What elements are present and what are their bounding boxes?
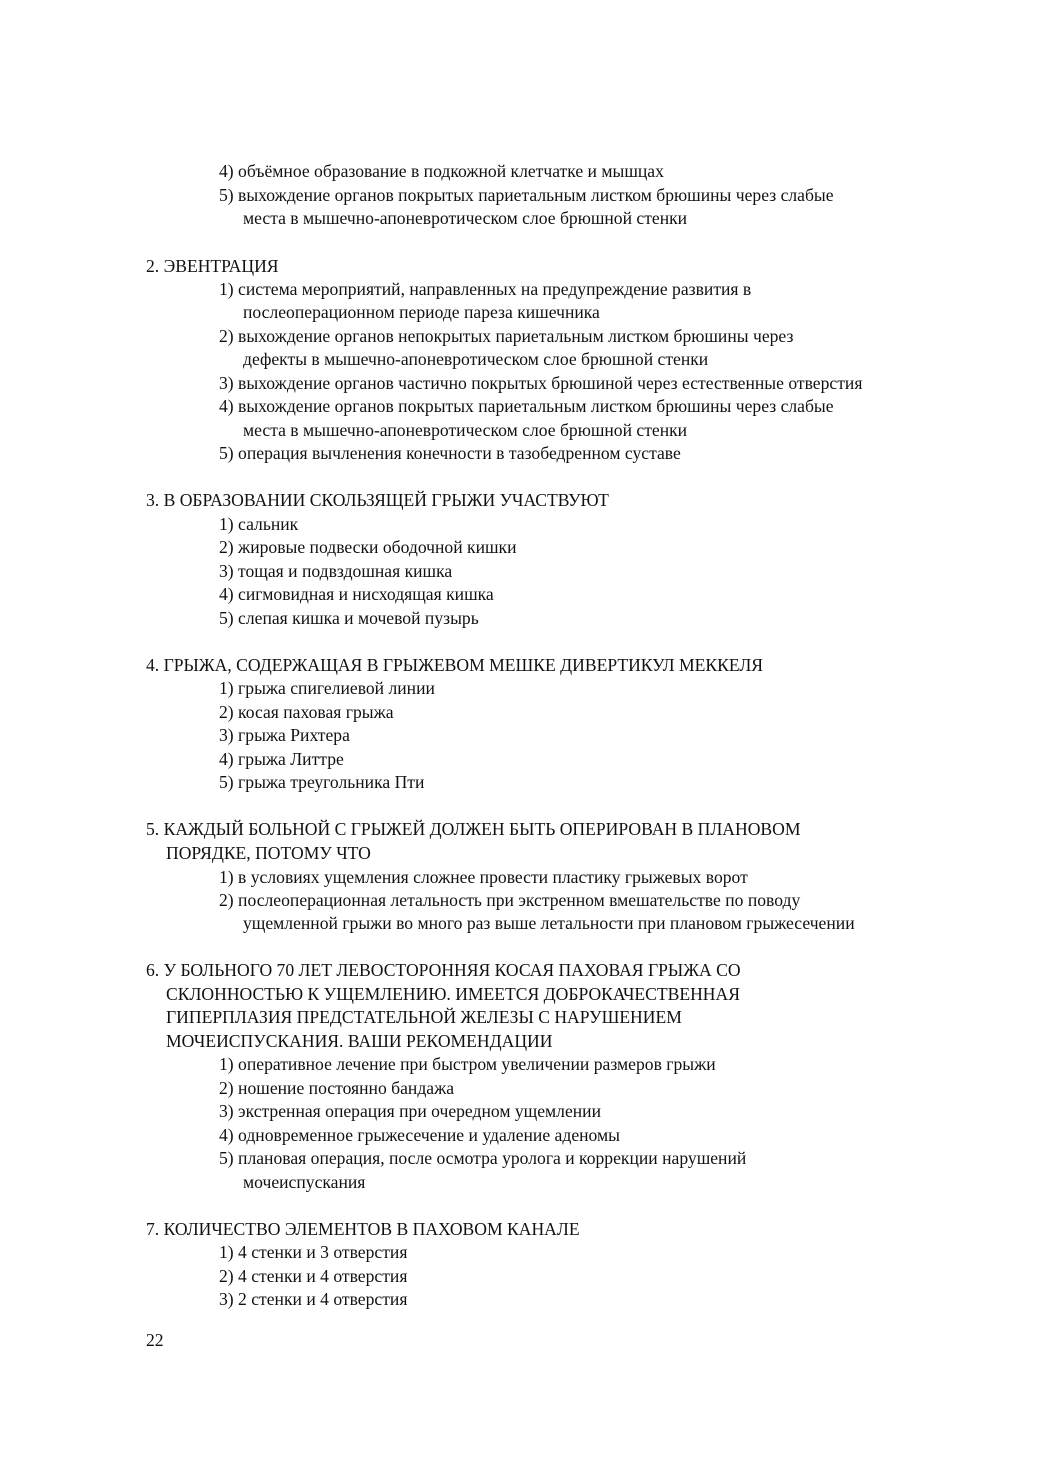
option-line: 4) грыжа Литтре xyxy=(219,749,344,769)
option-line: 1) сальник xyxy=(219,514,299,534)
option-line: 1) система мероприятий, направленных на предупреждение развития в xyxy=(219,279,752,299)
option-line: 3) 2 стенки и 4 отверстия xyxy=(219,1289,408,1309)
option-line: ущемленной грыжи во много раз выше летальности при плановом грыжесечении xyxy=(243,913,855,933)
option-line: места в мышечно-апоневротическом слое брюшной стенки xyxy=(243,420,688,440)
option-line: 3) экстренная операция при очередном ущемлении xyxy=(219,1101,601,1121)
question-title: МОЧЕИСПУСКАНИЯ. ВАШИ РЕКОМЕНДАЦИИ xyxy=(166,1031,553,1051)
option-line: дефекты в мышечно-апоневротическом слое брюшной стенки xyxy=(243,349,709,369)
question-title: 3. В ОБРАЗОВАНИИ СКОЛЬЗЯЩЕЙ ГРЫЖИ УЧАСТВУЮТ xyxy=(146,490,609,510)
option-line: 5) грыжа треугольника Пти xyxy=(219,772,425,792)
option-line: 1) в условиях ущемления сложнее провести пластику грыжевых ворот xyxy=(219,867,748,887)
question-title: 5. КАЖДЫЙ БОЛЬНОЙ С ГРЫЖЕЙ ДОЛЖЕН БЫТЬ ОПЕРИРОВАН В ПЛАНОВОМ xyxy=(146,819,801,839)
option-line: 3) выхождение органов частично покрытых брюшиной через естественные отверстия xyxy=(219,373,863,393)
option-line: 2) выхождение органов непокрытых париетальным листком брюшины через xyxy=(219,326,794,346)
question-title: 6. У БОЛЬНОГО 70 ЛЕТ ЛЕВОСТОРОННЯЯ КОСАЯ ПАХОВАЯ ГРЫЖА СО xyxy=(146,960,741,980)
option-line: 1) грыжа спигелиевой линии xyxy=(219,678,435,698)
option-line: места в мышечно-апоневротическом слое брюшной стенки xyxy=(243,208,688,228)
option-line: 4) одновременное грыжесечение и удаление аденомы xyxy=(219,1125,620,1145)
option-line: 4) сигмовидная и нисходящая кишка xyxy=(219,584,494,604)
option-line: 4) объёмное образование в подкожной клетчатке и мышцах xyxy=(219,161,664,181)
option-line: 3) тощая и подвздошная кишка xyxy=(219,561,453,581)
option-line: 4) выхождение органов покрытых париетальным листком брюшины через слабые xyxy=(219,396,834,416)
option-line: 2) послеоперационная летальность при экстренном вмешательстве по поводу xyxy=(219,890,801,910)
option-line: 2) 4 стенки и 4 отверстия xyxy=(219,1266,408,1286)
option-line: 2) ношение постоянно бандажа xyxy=(219,1078,455,1098)
option-line: 3) грыжа Рихтера xyxy=(219,725,350,745)
question-title: ПОРЯДКЕ, ПОТОМУ ЧТО xyxy=(166,843,371,863)
option-line: 1) 4 стенки и 3 отверстия xyxy=(219,1242,408,1262)
option-line: 2) жировые подвески ободочной кишки xyxy=(219,537,517,557)
option-line: 5) плановая операция, после осмотра уролога и коррекции нарушений xyxy=(219,1148,747,1168)
question-title: 4. ГРЫЖА, СОДЕРЖАЩАЯ В ГРЫЖЕВОМ МЕШКЕ ДИВЕРТИКУЛ МЕККЕЛЯ xyxy=(146,655,764,675)
option-line: 5) операция вычленения конечности в тазобедренном суставе xyxy=(219,443,681,463)
option-line: 1) оперативное лечение при быстром увеличении размеров грыжи xyxy=(219,1054,716,1074)
option-line: 2) косая паховая грыжа xyxy=(219,702,394,722)
option-line: 5) слепая кишка и мочевой пузырь xyxy=(219,608,479,628)
page-number: 22 xyxy=(146,1330,164,1350)
option-line: мочеиспускания xyxy=(243,1172,366,1192)
question-title: 2. ЭВЕНТРАЦИЯ xyxy=(146,256,279,276)
question-title: 7. КОЛИЧЕСТВО ЭЛЕМЕНТОВ В ПАХОВОМ КАНАЛЕ xyxy=(146,1219,580,1239)
option-line: послеоперационном периоде пареза кишечника xyxy=(243,302,600,322)
option-line: 5) выхождение органов покрытых париетальным листком брюшины через слабые xyxy=(219,185,834,205)
question-title: СКЛОННОСТЬЮ К УЩЕМЛЕНИЮ. ИМЕЕТСЯ ДОБРОКАЧЕСТВЕННАЯ xyxy=(166,984,740,1004)
question-title: ГИПЕРПЛАЗИЯ ПРЕДСТАТЕЛЬНОЙ ЖЕЛЕЗЫ С НАРУШЕНИЕМ xyxy=(166,1007,682,1027)
